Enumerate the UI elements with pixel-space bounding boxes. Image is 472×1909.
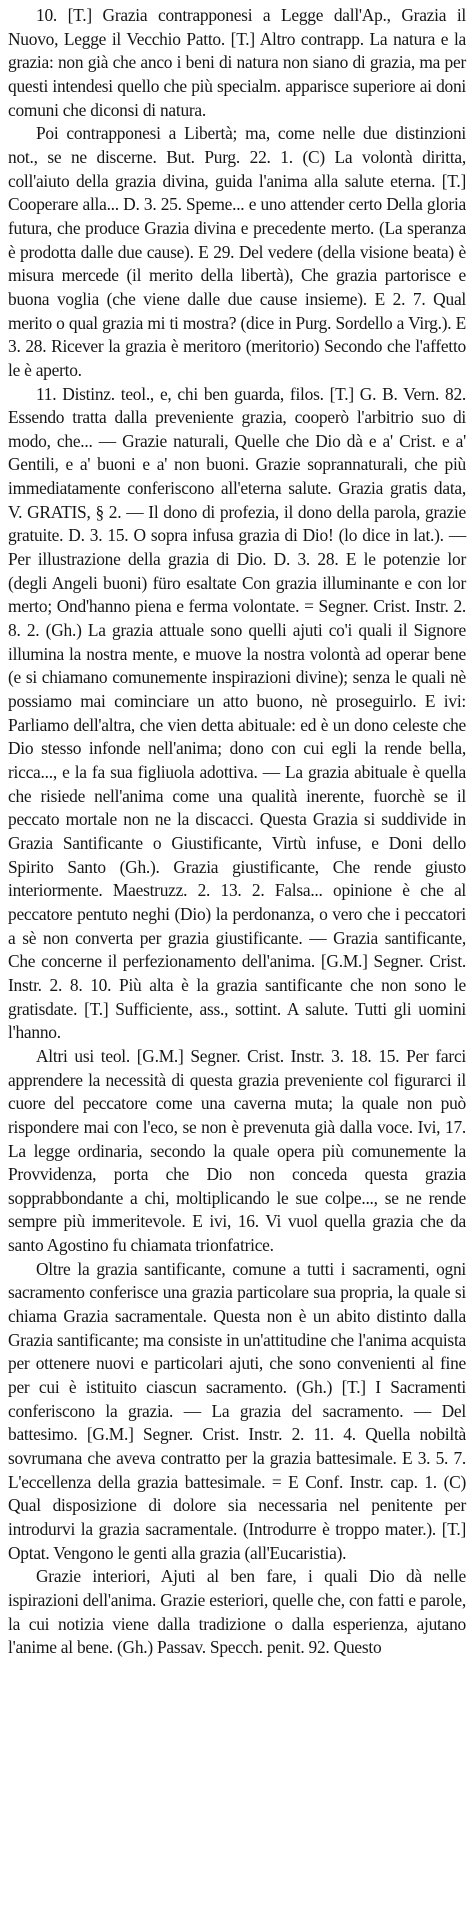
entry-paragraph-liberta: Poi contrapponesi a Libertà; ma, come nelle due distinzioni not., se ne discerne. But. Purg. 22. 1. (C) La volontà diritta, coll'aiuto della grazia divina, guida l'anima alla salute eterna. [T.] Cooperare alla... D. 3. 25. Speme... e uno attender certo Della gloria futura, che produce Grazia divina e precedente merto. (La speranza è prodotta dalle due cause). E 29. Del vedere (della visione beata) è misura mercede (il merito della libertà), Che grazia partorisce e buona voglia (che viene dalle due cause insieme). E 2. 7. Qual merito o qual grazia mi ti mostra? (dice in Purg. Sordello a Virg.). E 3. 28. Ricever la grazia è meritoro (meritorio) Secondo che l'affetto le è aperto. bbox=[8, 123, 466, 380]
entry-paragraph-altri-usi: Altri usi teol. [G.M.] Segner. Crist. Instr. 3. 18. 15. Per farci apprendere la necessità di questa grazia preveniente col figurarci il cuore del peccatore come una caverna muta; la quale non può rispondere mai con l'eco, se non è prevenuta già dalla voce. Ivi, 17. La legge ordinaria, secondo la quale opera più comunemente la Provvidenza, porta che Dio non conceda questa grazia sopprabbondante a chi, moltiplicando le sue colpe..., se ne rende sempre più immeritevole. E ivi, 16. Vi vuol quella grazia che da santo Agostino fu chiamata trionfatrice. bbox=[8, 1045, 466, 1256]
entry-paragraph-interiori: Grazie interiori, Ajuti al ben fare, i quali Dio dà nelle ispirazioni dell'anima. Grazie esteriori, quelle che, con fatti e parole, la cui notizia viene dalla tradizione o dalla esperienza, ajutano l'anime al bene. (Gh.) Passav. Specch. penit. 92. Questo bbox=[8, 1566, 466, 1658]
entry-paragraph-10: 10. [T.] Grazia contrapponesi a Legge dall'Ap., Grazia il Nuovo, Legge il Vecchio Patto. [T.] Altro contrapp. La natura e la grazia: non già che anco i beni di natura non siano di grazia, ma per questi intendesi quello che più specialm. apparisce superiore ai doni comuni che diconsi di natura. bbox=[8, 5, 466, 120]
entry-paragraph-sacramentale: Oltre la grazia santificante, comune a tutti i sacramenti, ogni sacramento conferisce una grazia particolare sua propria, la quale si chiama Grazia sacramentale. Questa non è un abito distinto dalla Grazia santificante; ma consiste in un'attitudine che l'anima acquista per ottenere nuovi e particolari ajuti, che sono convenienti al fine per cui è istituito ciascun sacramento. (Gh.) [T.] I Sacramenti conferiscono la grazia. — La grazia del sacramento. — Del battesimo. [G.M.] Segner. Crist. Instr. 2. 11. 4. Quella nobiltà sovrumana che aveva contratto per la grazia battesimale. E 3. 5. 7. L'eccellenza della grazia battesimale. = E Conf. Instr. cap. 1. (C) Qual disposizione di dolore sia necessaria nel penitente per introdurvi la grazia sacramentale. (Introdurre è troppo mater.). [T.] Optat. Vengono le genti alla grazia (all'Eucaristia). bbox=[8, 1258, 466, 1563]
entry-paragraph-11: 11. Distinz. teol., e, chi ben guarda, filos. [T.] G. B. Vern. 82. Essendo tratta dalla preveniente grazia, cooperò l'arbitrio suo di modo, che... — Grazie naturali, Quelle che Dio dà e a' Crist. e a' Gentili, e a' buoni e a' non buoni. Grazie soprannaturali, che più immediatamente conferiscono all'eterna salute. Grazia gratis data, V. GRATIS, § 2. — Il dono di profezia, il dono della parola, grazie gratuite. D. 3. 15. O sopra infusa grazia di Dio! (lo dice in lat.). — Per illustrazione della grazia di Dio. D. 3. 28. E le potenzie lor (degli Angeli buoni) füro esaltate Con grazia illuminante e con lor merto; Ond'hanno piena e ferma volontate. = Segner. Crist. Instr. 2. 8. 2. (Gh.) La grazia attuale sono quelli ajuti co'i quali il Signore illumina la nostra mente, e muove la nostra volontà ad operar bene (e si chiamano comunemente inspirazioni divine); senza le quali nè possiamo mai cominciare un atto buono, nè proseguirlo. E ivi: Parliamo dell'altra, che vien detta abituale: ed è un dono celeste che Dio stesso infonde nell'anima; dono con cui egli la rende bella, ricca..., e la fa sua figliuola adottiva. — La grazia abituale è quella che risiede nell'anima come una qualità inerente, fuorchè se il peccato mortale non ne la discacci. Questa Grazia si suddivide in Grazia Santificante o Giustificante, Virtù infuse, e Doni dello Spirito Santo (Gh.). Grazia giustificante, Che rende giusto interiormente. Maestruzz. 2. 13. 2. Falsa... opinione è che al peccatore pentuto neghi (Dio) la perdonanza, o vero che i peccatori a sè non converta per grazia giustificante. — Grazia santificante, Che concerne il perfezionamento dell'anima. [G.M.] Segner. Crist. Instr. 2. 8. 10. Più alta è la grazia santificante che non sono le gratisdate. [T.] Sufficiente, ass., sottint. A salute. Tutti gli uomini l'hanno. bbox=[8, 383, 466, 1043]
